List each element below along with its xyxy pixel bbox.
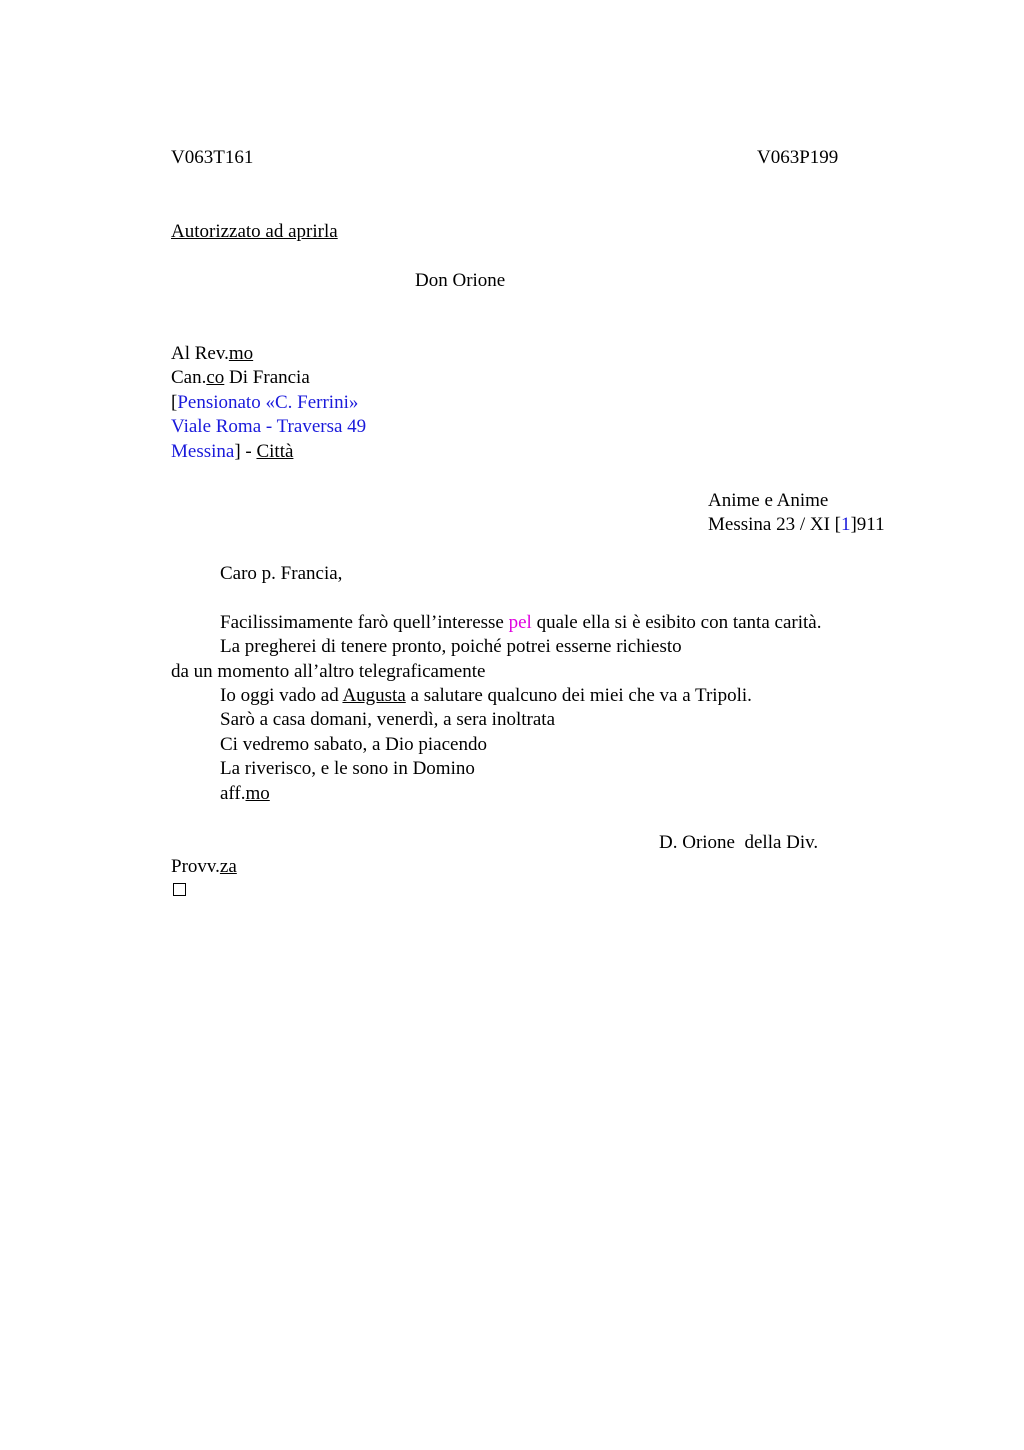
- letter-paragraph-2-cont: da un momento all’altro telegraficamente: [171, 661, 486, 682]
- letter-closing: [220, 782, 270, 806]
- address-pensionato: Pensionato «C. Ferrini»: [177, 392, 359, 413]
- p1-part-a: Facilissimamente farò quell’interesse: [220, 612, 509, 633]
- address-can-suffix: co: [206, 367, 225, 388]
- p1-part-b: quale ella si è esibito con tanta carità.: [531, 612, 822, 633]
- header-right-code: V063P199: [757, 147, 839, 168]
- date-suffix: ]911: [850, 514, 885, 535]
- letter-paragraph-4: Sarò a casa domani, venerdì, a sera inoltrata: [220, 709, 555, 730]
- letter-paragraph-3: [220, 684, 752, 708]
- dateline-motto: Anime e Anime: [708, 490, 829, 511]
- address-title-suffix: mo: [228, 343, 254, 364]
- address-line-3: [171, 391, 358, 415]
- header-left-code: V063T161: [171, 147, 254, 168]
- address-line-1: [171, 342, 253, 366]
- address-separator: ] -: [234, 441, 257, 462]
- dateline-date: [708, 513, 885, 537]
- address-city-blue: Messina: [171, 441, 235, 462]
- authorization-text: Autorizzato ad aprirla: [171, 221, 338, 242]
- address-street: Viale Roma - Traversa 49: [171, 416, 367, 437]
- letter-paragraph-6: La riverisco, e le sono in Domino: [220, 758, 475, 779]
- address-title: Al Rev.: [171, 343, 229, 364]
- letter-salutation: Caro p. Francia,: [220, 563, 343, 584]
- authorization-signature: Don Orione: [415, 270, 506, 291]
- letter-paragraph-2: La pregherei di tenere pronto, poiché potrei esserne richiesto: [220, 636, 682, 657]
- provv-prefix: Provv.: [171, 856, 220, 877]
- address-open-bracket: [: [171, 392, 178, 413]
- date-prefix: Messina 23 / XI [: [708, 514, 841, 535]
- provv-suffix: za: [219, 856, 237, 877]
- letter-paragraph-1: [220, 611, 821, 635]
- letter-paragraph-5: Ci vedremo sabato, a Dio piacendo: [220, 734, 487, 755]
- p3-part-b: a salutare qualcuno dei miei che va a Tripoli.: [405, 685, 752, 706]
- letter-signature: D. Orione della Div.: [659, 832, 819, 853]
- p3-place: Augusta: [342, 685, 406, 706]
- closing-prefix: aff.: [220, 783, 246, 804]
- p1-pel: pel: [508, 612, 532, 633]
- address-can-prefix: Can.: [171, 367, 207, 388]
- address-city: Città: [256, 441, 294, 462]
- address-line-5: [171, 440, 293, 464]
- address-recipient: Di Francia: [224, 367, 310, 388]
- closing-suffix: mo: [245, 783, 270, 804]
- signature-provv: [171, 855, 237, 879]
- date-digit: 1: [840, 514, 851, 535]
- placeholder-box-icon: [173, 883, 186, 896]
- p3-part-a: Io oggi vado ad: [220, 685, 343, 706]
- address-line-2: [171, 366, 310, 390]
